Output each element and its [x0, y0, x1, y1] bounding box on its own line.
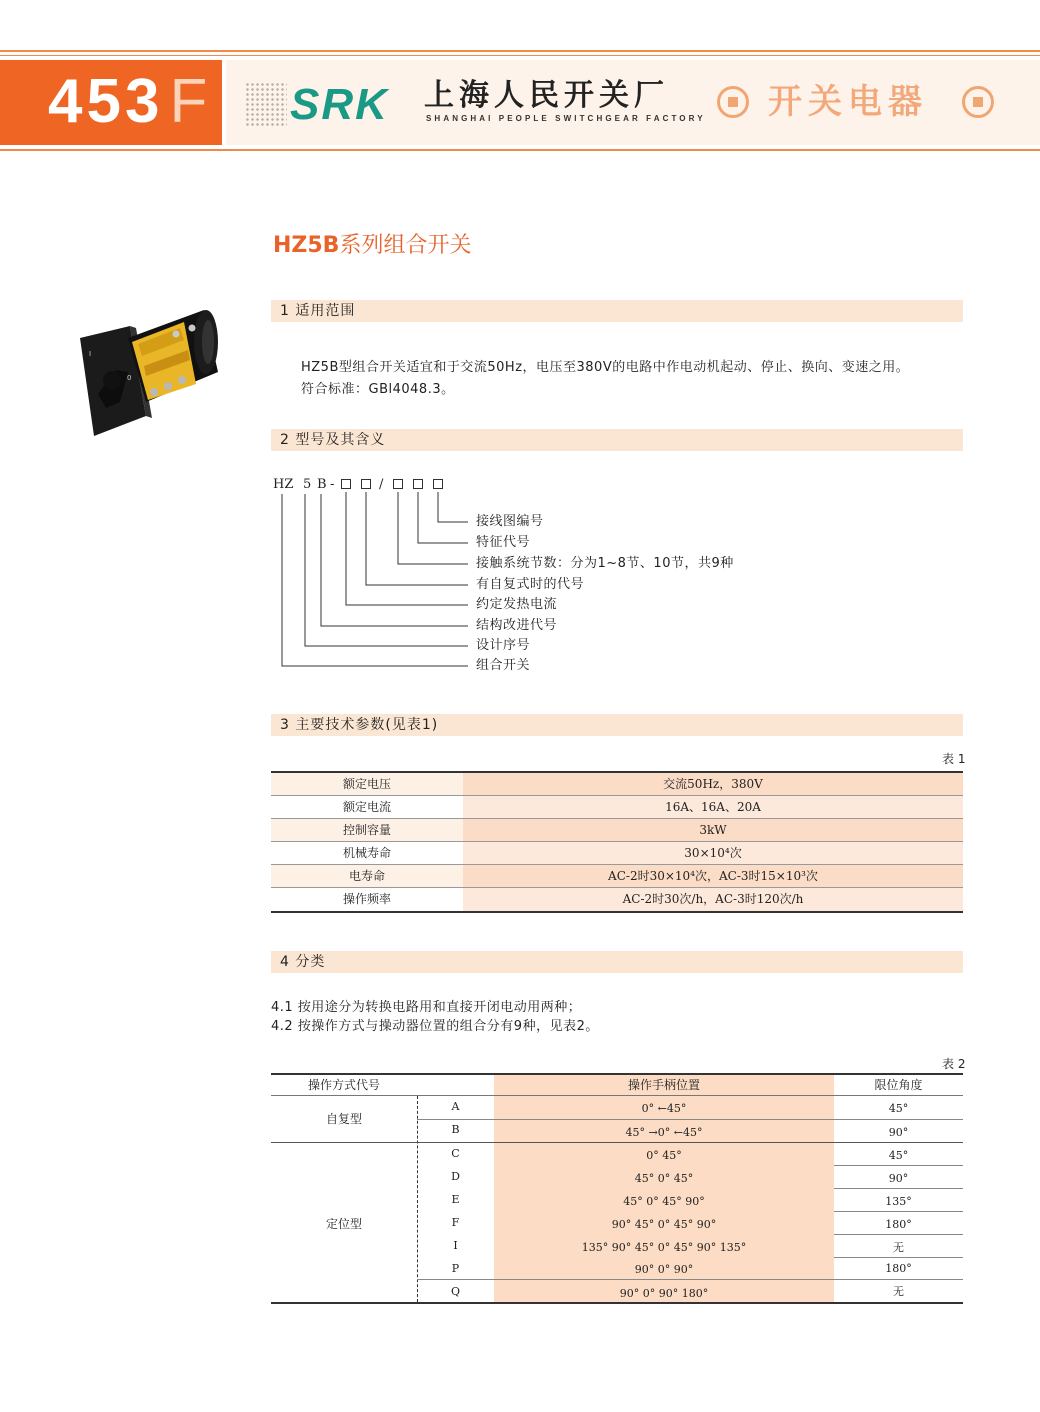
section-4-heading: 4 分类: [271, 951, 963, 973]
placeholder-box-3: [393, 479, 403, 489]
section-2-heading: 2 型号及其含义: [271, 429, 963, 451]
table-1-value: 16A、16A、20A: [463, 796, 963, 818]
placeholder-box-4: [413, 479, 423, 489]
table-2-position: 90° 0° 90° 180°: [619, 1287, 709, 1300]
table-row: [271, 888, 963, 911]
table-1-value: AC-2时30次/h，AC-3时120次/h: [463, 888, 963, 911]
table-2-angle: 90°: [888, 1172, 909, 1185]
product-model: HZ5B: [273, 233, 340, 258]
classification-line-2: 4.2 按操作方式与操动器位置的组合分有9种，见表2。: [271, 1019, 599, 1034]
category-left-icon: [717, 86, 749, 118]
section-1-heading: 1 适用范围: [271, 300, 963, 322]
table-2-angle: 180°: [885, 1218, 912, 1231]
page-suffix: F: [169, 67, 212, 136]
table-2-angle: 无: [893, 1241, 904, 1254]
table-1-label: 额定电压: [271, 773, 463, 795]
table-2-header-angle: 限位角度: [874, 1078, 923, 1092]
table-1-value: 3kW: [463, 819, 963, 841]
table-1-caption: 表 1: [942, 752, 966, 766]
product-photo: [72, 298, 232, 438]
table-2: [271, 1073, 963, 1304]
table-2-position: 135° 90° 45° 0° 45° 90° 135°: [581, 1241, 747, 1254]
table-2-header: [271, 1075, 963, 1096]
table-2-position: 0° 45°: [646, 1149, 682, 1162]
scope-line-2: 符合标准：GBl4048.3。: [301, 382, 455, 397]
table-2-position: 45° →0° ←45°: [625, 1126, 703, 1139]
table-1-value: 交流50Hz，380V: [463, 773, 963, 795]
header-bottom-rule: [0, 149, 1040, 151]
product-name: 系列组合开关: [339, 233, 472, 258]
meaning-wiring-diagram-no: 接线图编号: [476, 514, 544, 529]
model-code-slash: /: [379, 477, 384, 492]
table-2-angle: 180°: [885, 1262, 912, 1275]
table-2-position: 45° 0° 45°: [634, 1172, 694, 1185]
model-code-b: B: [317, 477, 327, 492]
table-1-value: 30×10⁴次: [463, 842, 963, 864]
meaning-contact-sections: 接触系统节数：分为1~8节、10节，共9种: [476, 556, 734, 571]
table-2-angle: 45°: [888, 1149, 909, 1162]
table-1-label: 电寿命: [271, 865, 463, 887]
table-1-label: 机械寿命: [271, 842, 463, 864]
table-1-label: 额定电流: [271, 796, 463, 818]
table-2-code: D: [451, 1170, 460, 1183]
table-2-header-code: 操作方式代号: [307, 1078, 380, 1092]
header-top-rule: [0, 50, 1040, 52]
meaning-thermal-current: 约定发热电流: [476, 597, 558, 612]
company-name-en: SHANGHAI PEOPLE SWITCHGEAR FACTORY: [426, 114, 706, 123]
scope-line-1: HZ5B型组合开关适宜和于交流50Hz，电压至380V的电路中作电动机起动、停止、换向、变速之用。: [301, 360, 910, 375]
table-2-position: 45° 0° 45° 90°: [623, 1195, 705, 1208]
table-2-position: 90° 45° 0° 45° 90°: [611, 1218, 717, 1231]
table-1: [271, 771, 963, 913]
brand-logo: SRK: [290, 80, 389, 129]
table-row: [271, 842, 963, 865]
table-2-code: F: [451, 1216, 460, 1229]
meaning-self-reset-code: 有自复式时的代号: [476, 577, 585, 592]
model-code-hz: HZ: [273, 477, 294, 492]
group-label-auto-reset: 自复型: [325, 1112, 362, 1126]
table-2-position: 0° ←45°: [641, 1102, 687, 1115]
meaning-combination-switch: 组合开关: [476, 658, 531, 673]
table-2-angle: 135°: [885, 1195, 912, 1208]
table-2-code: I: [453, 1239, 458, 1252]
section-3-heading: 3 主要技术参数(见表1): [271, 714, 963, 736]
svg-text:I: I: [89, 350, 92, 358]
meaning-design-serial: 设计序号: [476, 638, 531, 653]
product-title: [273, 232, 471, 260]
classification-line-1: 4.1 按用途分为转换电路用和直接开闭电动用两种；: [271, 1000, 582, 1015]
model-code-5: 5: [303, 477, 312, 492]
table-row: [271, 819, 963, 842]
table-2-angle: 45°: [888, 1102, 909, 1115]
table-row: [271, 796, 963, 819]
page-number: 453F: [48, 67, 212, 136]
table-2-code: A: [451, 1100, 460, 1113]
meaning-feature-code: 特征代号: [476, 535, 531, 550]
table-2-header-position: 操作手柄位置: [627, 1078, 700, 1092]
header-top-rule-2: [0, 55, 1040, 56]
model-code-dash: -: [330, 477, 335, 492]
table-row: [271, 865, 963, 888]
table-1-label: 控制容量: [271, 819, 463, 841]
table-2-angle: 无: [893, 1285, 904, 1298]
table-2-code: B: [451, 1123, 460, 1136]
group-label-fixed: 定位型: [325, 1217, 362, 1231]
company-name-cn: 上海人民开关厂: [424, 78, 669, 113]
placeholder-box-2: [361, 479, 371, 489]
category-right-icon: [962, 86, 994, 118]
table-2-position: 90° 0° 90°: [634, 1263, 694, 1276]
table-2-code: P: [451, 1262, 460, 1275]
table-row: [271, 773, 963, 796]
logo-dot-pattern: [245, 82, 287, 126]
category-title: 开关电器: [768, 82, 928, 122]
svg-text:0: 0: [127, 374, 132, 382]
table-2-angle: 90°: [888, 1126, 909, 1139]
table-1-value: AC-2时30×10⁴次，AC-3时15×10³次: [463, 865, 963, 887]
placeholder-box-5: [433, 479, 443, 489]
table-1-label: 操作频率: [271, 888, 463, 911]
placeholder-box-1: [341, 479, 351, 489]
meaning-structure-improvement: 结构改进代号: [476, 618, 558, 633]
table-2-code: Q: [450, 1285, 461, 1298]
table-2-code: C: [451, 1147, 460, 1160]
table-2-code: E: [451, 1193, 460, 1206]
table-2-caption: 表 2: [942, 1057, 966, 1071]
